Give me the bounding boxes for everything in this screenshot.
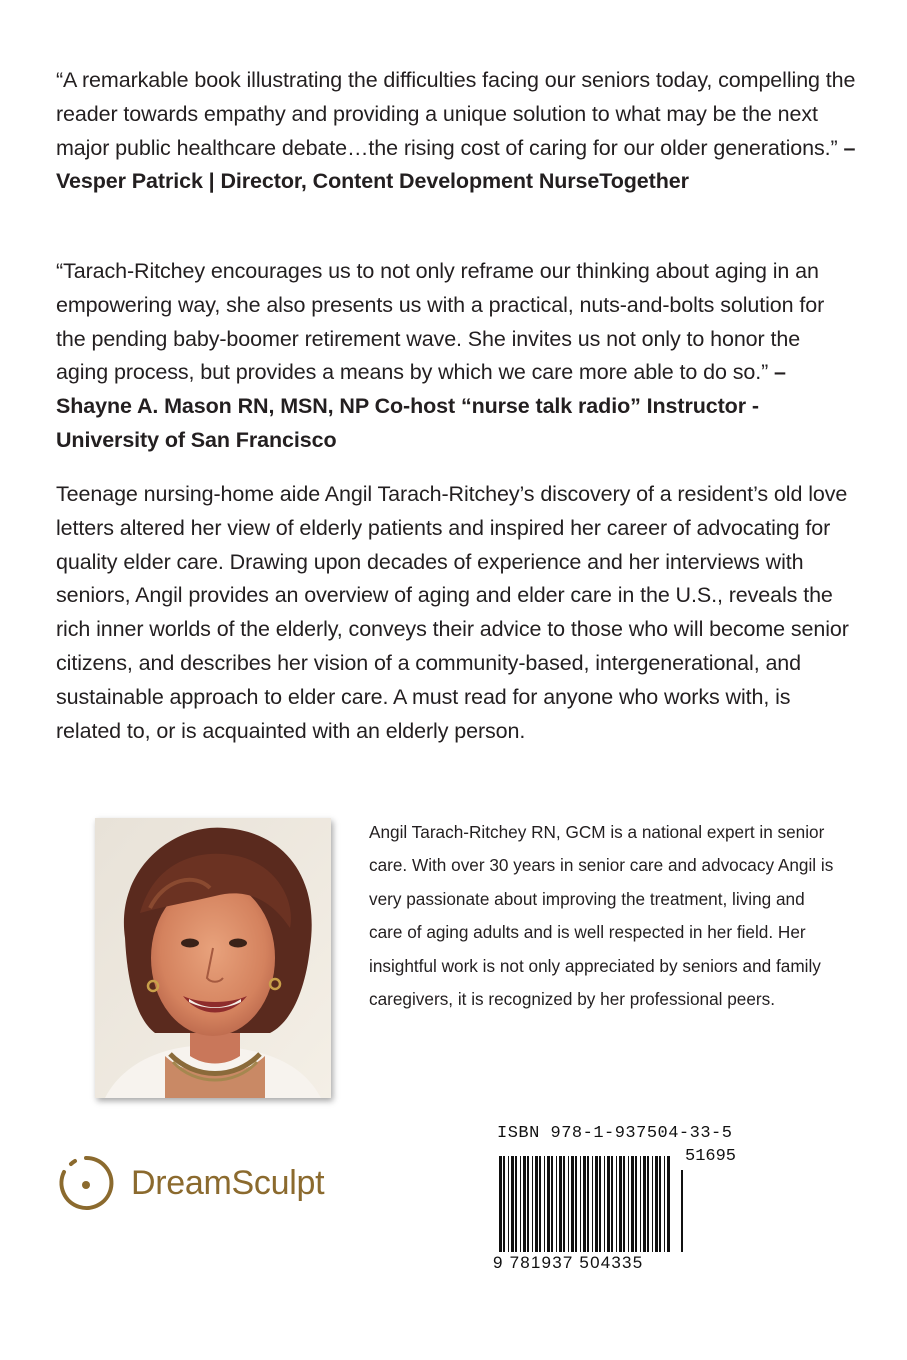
barcode-bar <box>544 1156 545 1252</box>
barcode-bar <box>547 1156 550 1252</box>
barcode-bar <box>535 1156 538 1252</box>
publisher-logo <box>55 1152 324 1214</box>
barcode-bar <box>499 1156 502 1252</box>
barcode-bar <box>515 1156 517 1252</box>
price-code: 51695 <box>685 1147 737 1166</box>
barcode-bar <box>619 1156 622 1252</box>
barcode-bar <box>551 1156 553 1252</box>
quote-text: “Tarach-Ritchey encourages us to not only reframe our thinking about aging in an empowering way, she also presents us with a practical, nuts-and-bolts solution for the pending baby-boomer retirement wave. She invites us not only to honor the aging process, but provides a means by which we care more able to do so.” <box>56 259 825 385</box>
barcode-bar <box>599 1156 601 1252</box>
barcode-bar <box>628 1156 629 1252</box>
barcode-bar <box>568 1156 569 1252</box>
barcode-bar <box>559 1156 562 1252</box>
barcode-bar <box>592 1156 593 1252</box>
review-quote-2 <box>56 255 856 458</box>
barcode-bar <box>580 1156 581 1252</box>
barcode-bar <box>503 1156 505 1252</box>
barcode-bar <box>508 1156 509 1252</box>
barcode-bar <box>664 1156 665 1252</box>
barcode-bar <box>604 1156 605 1252</box>
barcode-bar <box>523 1156 526 1252</box>
review-quote-1 <box>56 64 856 199</box>
barcode-bar <box>571 1156 574 1252</box>
barcode-bar <box>643 1156 646 1252</box>
barcode-bar <box>607 1156 610 1252</box>
author-photo <box>95 818 331 1098</box>
barcode-bar <box>681 1170 683 1252</box>
barcode-bar <box>616 1156 617 1252</box>
barcode-bar <box>595 1156 598 1252</box>
barcode-bar <box>563 1156 565 1252</box>
barcode-bar <box>532 1156 533 1252</box>
isbn-label: ISBN 978-1-937504-33-5 <box>497 1124 733 1143</box>
barcode-bar <box>511 1156 514 1252</box>
barcode-bar <box>527 1156 529 1252</box>
barcode-bar <box>635 1156 637 1252</box>
barcode-bar <box>520 1156 521 1252</box>
barcode-bar <box>539 1156 541 1252</box>
barcode-bar <box>647 1156 649 1252</box>
quote-attribution: – Vesper Patrick | Director, Content Development NurseTogether <box>56 135 856 194</box>
book-description: Teenage nursing-home aide Angil Tarach-Ritchey’s discovery of a resident’s old love letters altered her view of elderly patients and inspired her career of advocating for quality elder care. Drawing upon decades of experience and her interviews with seniors, Angil provides an overview of aging and elder care in the U.S., reveals the rich inner worlds of the elderly, conveys their advice to those who will become senior citizens, and describes her vision of a community-based, intergenerational, and sustainable approach to elder care. A must read for anyone who works with, is related to, or is acquainted with an elderly person. <box>56 482 849 743</box>
barcode-bar <box>575 1156 577 1252</box>
barcode-bar <box>655 1156 658 1252</box>
barcode-bar <box>631 1156 634 1252</box>
barcode-bar <box>652 1156 653 1252</box>
barcode-bar <box>659 1156 661 1252</box>
barcode-bar <box>623 1156 625 1252</box>
barcode-bar <box>640 1156 641 1252</box>
barcode-bar <box>587 1156 589 1252</box>
quote-text: “A remarkable book illustrating the difficulties facing our seniors today, compelling the reader towards empathy and providing a unique solution to what may be the next major public healthcare debate…the rising cost of caring for our older generations.” <box>56 68 856 160</box>
barcode-bar <box>667 1156 670 1252</box>
dreamsculpt-logo-icon <box>55 1152 117 1214</box>
ean-digits: 9 781937 504335 <box>493 1253 644 1272</box>
barcode-bar <box>611 1156 613 1252</box>
author-bio: Angil Tarach-Ritchey RN, GCM is a national expert in senior care. With over 30 years in senior care and advocacy Angil is very passionate about improving the treatment, living and care of aging adults and is well respected in her field. Her insightful work is not only appreciated by seniors and family caregivers, it is recognized by her professional peers. <box>369 822 834 1010</box>
barcode-bar <box>556 1156 557 1252</box>
barcode-bar <box>583 1156 586 1252</box>
quote-attribution: – Shayne A. Mason RN, MSN, NP Co-host “nurse talk radio” Instructor - University of San Francisco <box>56 360 786 452</box>
publisher-name: DreamSculpt <box>131 1163 325 1202</box>
